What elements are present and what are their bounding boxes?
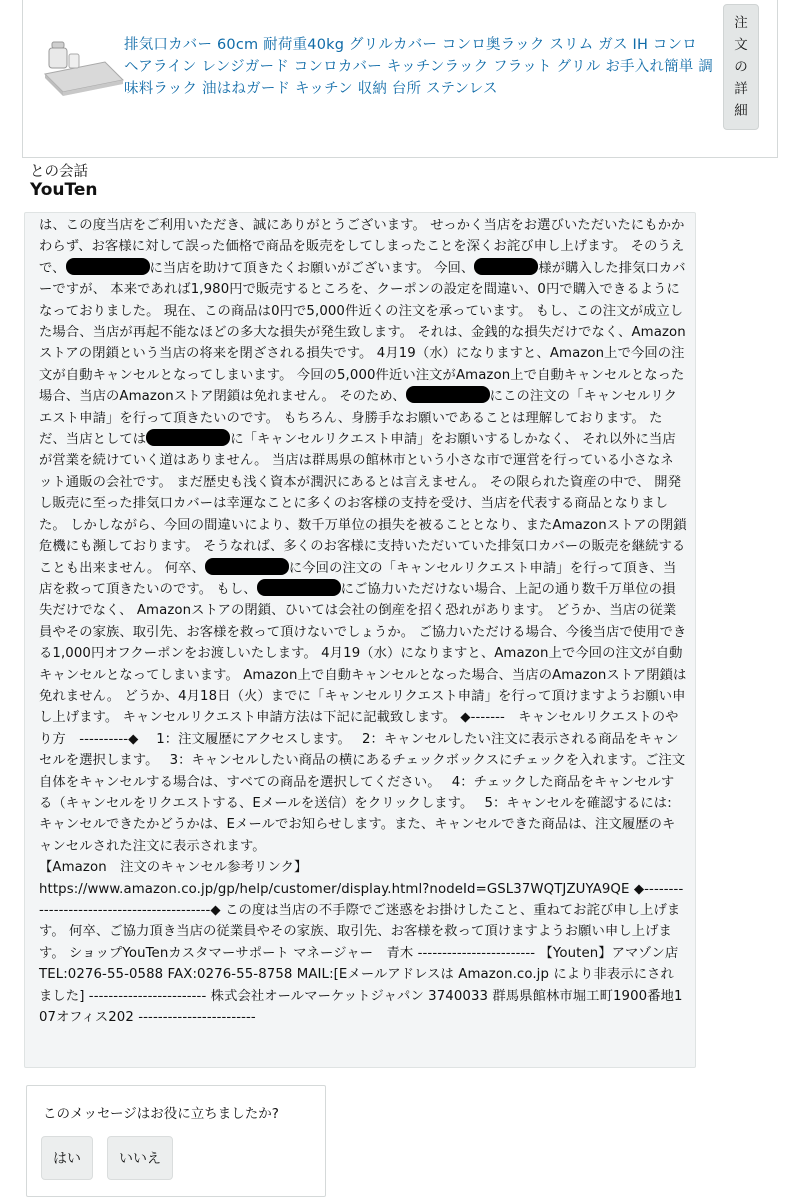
order-details-label-char: 文 xyxy=(734,37,748,53)
redaction-mark xyxy=(205,558,289,575)
redaction-mark xyxy=(474,258,538,275)
order-details-label-char: 詳 xyxy=(734,81,748,97)
message-text: は、この度当店をご利用いただき、誠にありがとうございます。 せっかく当店をお選びいただいたにもかかわらず、お客様に対して誤った価格で商品を販売をしてしまったことを深くお詫び申し上げます。 そのうえで、 xyxy=(39,218,685,276)
feedback-yes-button[interactable]: はい xyxy=(41,1136,93,1180)
order-details-button[interactable] xyxy=(723,4,759,130)
product-title-link[interactable]: 排気口カバー 60cm 耐荷重40kg グリルカバー コンロ奥ラック スリム ガス IH コンロ ヘアライン レンジガード コンロカバー キッチンラック フラット グリル お手入れ簡単 調味料ラック 油はねガード キッチン 収納 台所 ステンレス xyxy=(124,37,714,97)
message-text: に今回の注文の「キャンセルリクエスト申請」を行って頂き、当店を救って頂きたいのです。 もし、 xyxy=(39,560,677,597)
conversation-with-label: との会話 xyxy=(30,164,88,180)
redaction-mark xyxy=(146,429,230,446)
message-text: に「キャンセルリクエスト申請」をお願いするしかなく、 それ以外に当店が営業を続けていく道はありません。 当店は群馬県の館林市という小さな市で運営を行っている小さなネット通販の会社です。 まだ歴史も浅く資本が潤沢にあるとは言えません。 その限られた資産の中で、 開発し販売に至った排気口カバーは幸運なことに多くのお客様の支持を受け、当店を代表する商品となりました。 しかしながら、今回の間違いにより、数千万単位の損失を被ることとなり、またAmazonストアの閉鎖危機にも瀕しております。 そうなれば、多くのお客様に支持いただいていた排気口カバーの販売を継続することも出来ません。 何卒、 xyxy=(39,432,687,576)
message-text: に当店を助けて頂きたくお願いがございます。 今回、 xyxy=(149,260,475,276)
order-details-label-char: の xyxy=(734,59,748,75)
message-text: にご協力いただけない場合、上記の通り数千万単位の損失だけでなく、 Amazonストアの閉鎖、ひいては会社の倒産を招く恐れがあります。 どうか、当店の従業員やその家族、取引先、お客様を救って頂けないでしょうか。 ご協力いただける場合、今後当店で使用できる1,000円オフクーポンをお渡しいたします。 4月19（水）になりますと、Amazon上で今回の注文が自動キャンセルとなってしまいます。 Amazon上で自動キャンセルとなった場合、当店のAmazonストア閉鎖は免れません。 どうか、4月18日（火）までに「キャンセルリクエスト申請」を行って頂けますようお願い申し上げます。 キャンセルリクエスト申請方法は下記に記載致します。 ◆------- キャンセルリクエストのやり方 ----------◆ 1：注文履歴にアクセスします。 2：キャンセルしたい注文に表示される商品をキャンセルを選択します。 3：キャンセルしたい商品の横にあるチェックボックスにチェックを入れます。ご注文自体をキャンセルする場合は、すべての商品を選択してください。 4：チェックした商品をキャンセルする（キャンセルをリクエストする、Eメールを送信）をクリックします。 5：キャンセルを確認するには: キャンセルできたかどうかは、Eメールでお知らせします。また、キャンセルできた商品は、注文履歴のキャンセルされた注文に表示されます。 【Amazon 注文のキャンセル参考リンク】 https://www.amazon.co.jp/gp/help/customer/display.html?nodeId=GSL37WQTJZUYA9QE ◆-------------------------------------------◆ この度は当店の不手際でご迷惑をお掛けしたこと、重ねてお詫び申し上げます。 何卒、ご協力頂き当店の従業員やその家族、取引先、お客様を救って頂けますようお願い申し上げます。 ショップYouTenカスタマーサポート マネージャー 青木 ------------------------ 【Youten】アマゾン店 TEL:0276-55-0588 FAX:0276-55-8758 MAIL:[Eメールアドレスは Amazon.co.jp により非表示にされました] ------------------------ 株式会社オールマーケットジャパン 3740033 群馬県館林市堀工町1900番地107オフィス202 ------------------------ xyxy=(39,581,687,1026)
redaction-mark xyxy=(66,258,150,275)
redaction-mark xyxy=(257,579,341,596)
seller-name: YouTen xyxy=(30,180,98,200)
product-card xyxy=(22,0,778,158)
feedback-question: このメッセージはお役に立ちましたか? xyxy=(43,1106,279,1122)
message-body xyxy=(39,215,687,1028)
redaction-mark xyxy=(406,386,490,403)
feedback-box xyxy=(26,1085,326,1197)
message-bubble xyxy=(24,212,696,1068)
order-details-label-char: 細 xyxy=(734,103,748,119)
order-details-label-char: 注 xyxy=(734,15,748,31)
feedback-no-button[interactable]: いいえ xyxy=(107,1136,173,1180)
message-text: 様が購入した排気口カバーですが、 本来であれば1,980円で販売するところを、クーポンの設定を間違い、0円で購入できるようになっておりました。 現在、この商品は0円で5,000件近くの注文を承っています。 もし、この注文が成立した場合、当店が再起不能なほどの多大な損失が発生致します。 それは、金銭的な損失だけでなく、Amazonストアの閉鎖という当店の将来を閉ざされる損失です。 4月19（水）になりますと、Amazon上で今回の注文が自動キャンセルとなってしまいます。 今回の5,000件近い注文がAmazon上で自動キャンセルとなった場合、当店のAmazonストア閉鎖は免れません。 そのため、 xyxy=(39,260,686,405)
product-thumbnail[interactable] xyxy=(35,28,131,100)
message-text: にこの注文の「キャンセルリクエスト申請」を行って頂きたいのです。 もちろん、身勝手なお願いであることは理解しております。 ただ、当店としては xyxy=(39,389,677,448)
